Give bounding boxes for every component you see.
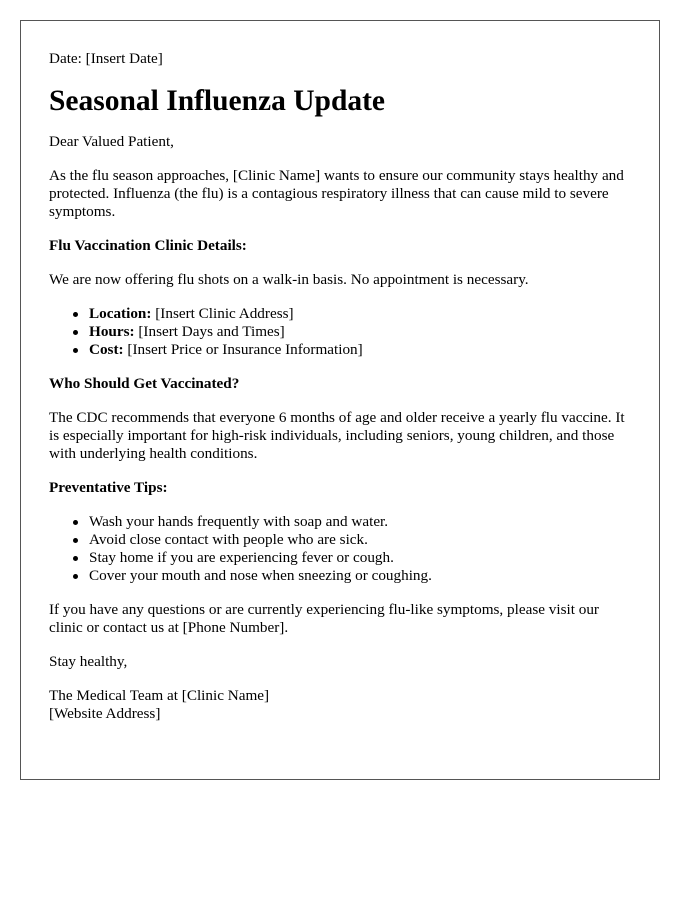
- location-value: [Insert Clinic Address]: [151, 305, 294, 322]
- signature-line-2: [Website Address]: [49, 705, 161, 722]
- page-title: Seasonal Influenza Update: [49, 85, 386, 117]
- signature-line-1: The Medical Team at [Clinic Name]: [49, 687, 270, 704]
- hours-label: Hours:: [89, 323, 135, 340]
- list-item-cost: [89, 341, 631, 359]
- clinic-details-list: [49, 305, 631, 359]
- list-item: Cover your mouth and nose when sneezing or coughing.: [89, 567, 631, 585]
- cost-value: [Insert Price or Insurance Information]: [123, 341, 363, 358]
- intro-paragraph: As the flu season approaches, [Clinic Name] wants to ensure our community stays healthy and protected. Influenza (the flu) is a contagious respiratory illness that can cause mild to severe symptoms.: [49, 167, 624, 220]
- list-item-location: [89, 305, 631, 323]
- hours-value: [Insert Days and Times]: [134, 323, 285, 340]
- list-item: Avoid close contact with people who are sick.: [89, 531, 631, 549]
- signature: [49, 687, 631, 723]
- list-item-hours: [89, 323, 631, 341]
- closing-paragraph: If you have any questions or are currently experiencing flu-like symptoms, please visit our clinic or contact us at [Phone Number].: [49, 601, 599, 636]
- clinic-details-text: We are now offering flu shots on a walk-in basis. No appointment is necessary.: [49, 271, 529, 288]
- tips-heading: Preventative Tips:: [49, 479, 168, 496]
- date-line: Date: [Insert Date]: [49, 50, 163, 67]
- cost-label: Cost:: [89, 341, 124, 358]
- sign-off: Stay healthy,: [49, 653, 128, 670]
- who-paragraph: The CDC recommends that everyone 6 months of age and older receive a yearly flu vaccine. It is especially important for high-risk individuals, including seniors, young children, and those with underlying health conditions.: [49, 409, 625, 462]
- tips-list: [49, 513, 631, 585]
- greeting: Dear Valued Patient,: [49, 133, 174, 150]
- list-item: Stay home if you are experiencing fever or cough.: [89, 549, 631, 567]
- list-item: Wash your hands frequently with soap and water.: [89, 513, 631, 531]
- clinic-details-heading: Flu Vaccination Clinic Details:: [49, 237, 247, 254]
- letter: [20, 20, 660, 780]
- who-heading: Who Should Get Vaccinated?: [49, 375, 240, 392]
- location-label: Location:: [89, 305, 152, 322]
